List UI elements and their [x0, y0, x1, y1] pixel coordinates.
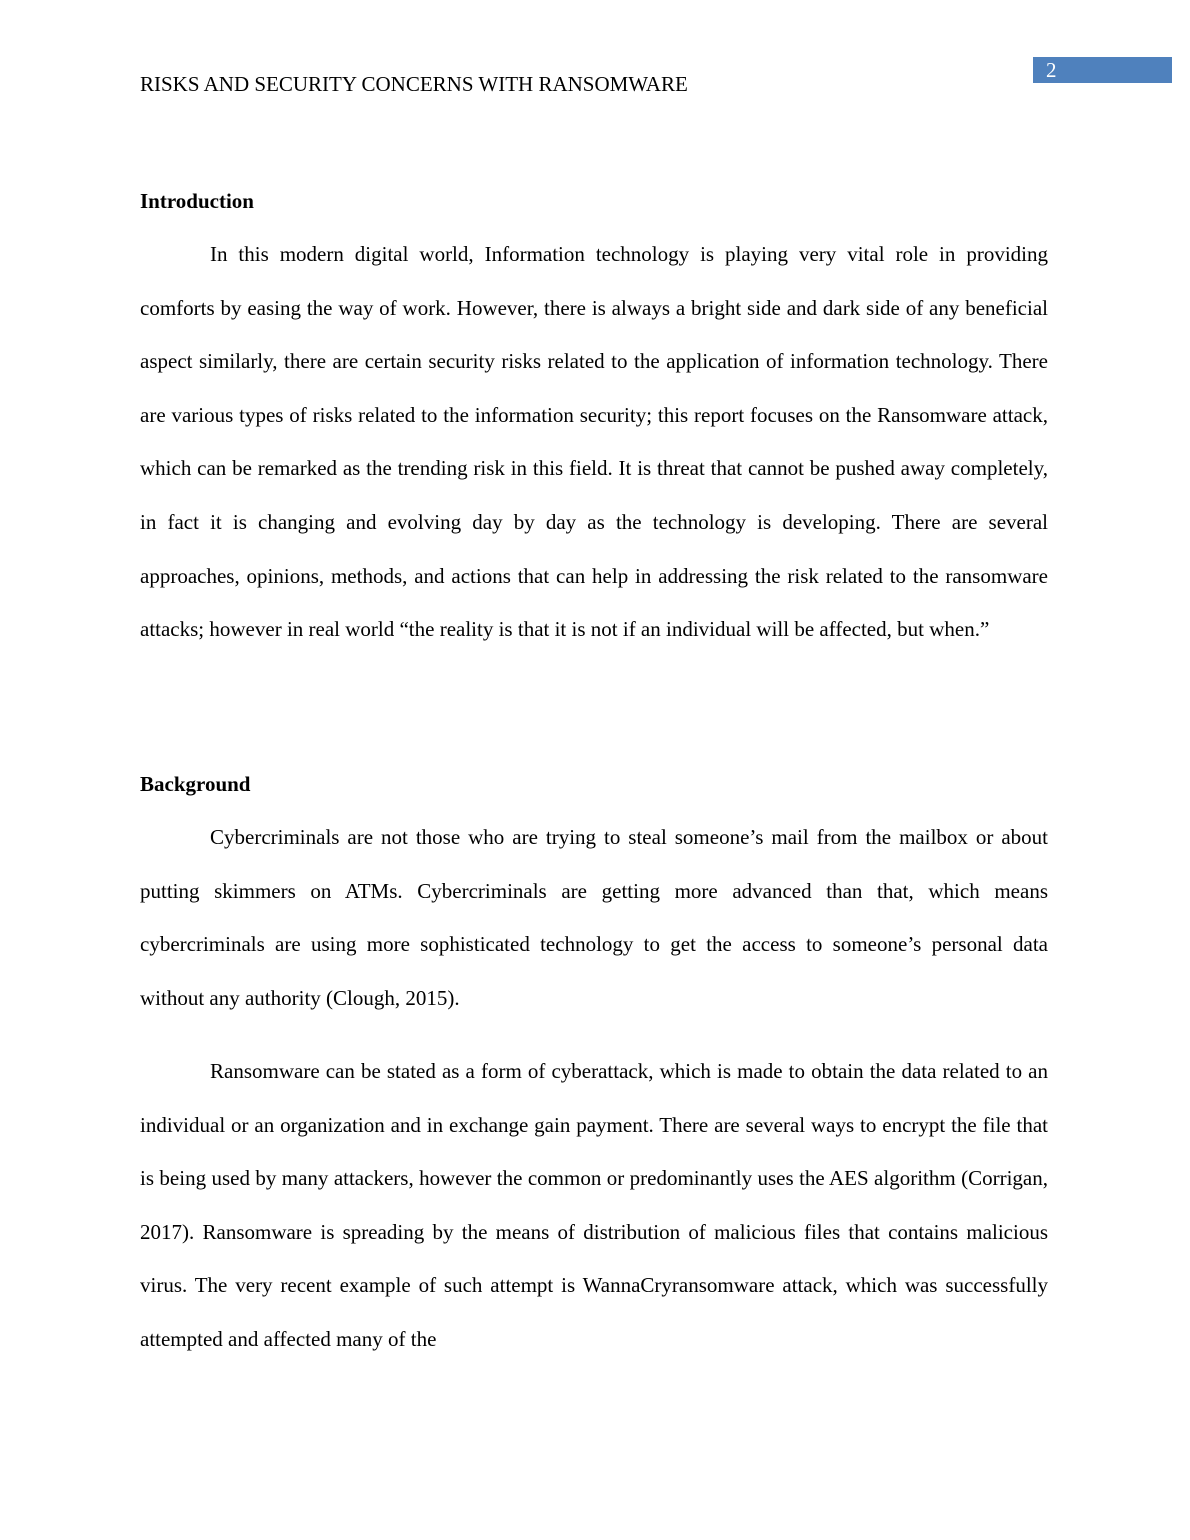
background-paragraph-1: Cybercriminals are not those who are trying to steal someone’s mail from the mailbox or about putting skimmers on ATMs. Cybercriminals are getting more advanced than that, which means cybercriminals are using more sophisticated technology to get the access to someone’s personal data without any authority (Clough, 2015). — [140, 825, 1048, 1010]
page-number: 2 — [1046, 58, 1057, 82]
background-heading: Background — [140, 772, 251, 796]
introduction-heading: Introduction — [140, 189, 254, 213]
background-paragraph-2: Ransomware can be stated as a form of cyberattack, which is made to obtain the data related to an individual or an organization and in exchange gain payment. There are several ways to encrypt the file that is being used by many attackers, however the common or predominantly uses the AES algorithm (Corrigan, 2017). Ransomware is spreading by the means of distribution of malicious files that contains malicious virus. The very recent example of such attempt is WannaCryransomware attack, which was successfully attempted and affected many of the — [140, 1059, 1048, 1351]
running-head: RISKS AND SECURITY CONCERNS WITH RANSOMWARE — [140, 72, 688, 96]
introduction-paragraph: In this modern digital world, Information technology is playing very vital role in providing comforts by easing the way of work. However, there is always a bright side and dark side of any beneficial aspect similarly, there are certain security risks related to the application of information technology. There are various types of risks related to the information security; this report focuses on the Ransomware attack, which can be remarked as the trending risk in this field. It is threat that cannot be pushed away completely, in fact it is changing and evolving day by day as the technology is developing. There are several approaches, opinions, methods, and actions that can help in addressing the risk related to the ransomware attacks; however in real world “the reality is that it is not if an individual will be affected, but when.” — [140, 242, 1048, 642]
